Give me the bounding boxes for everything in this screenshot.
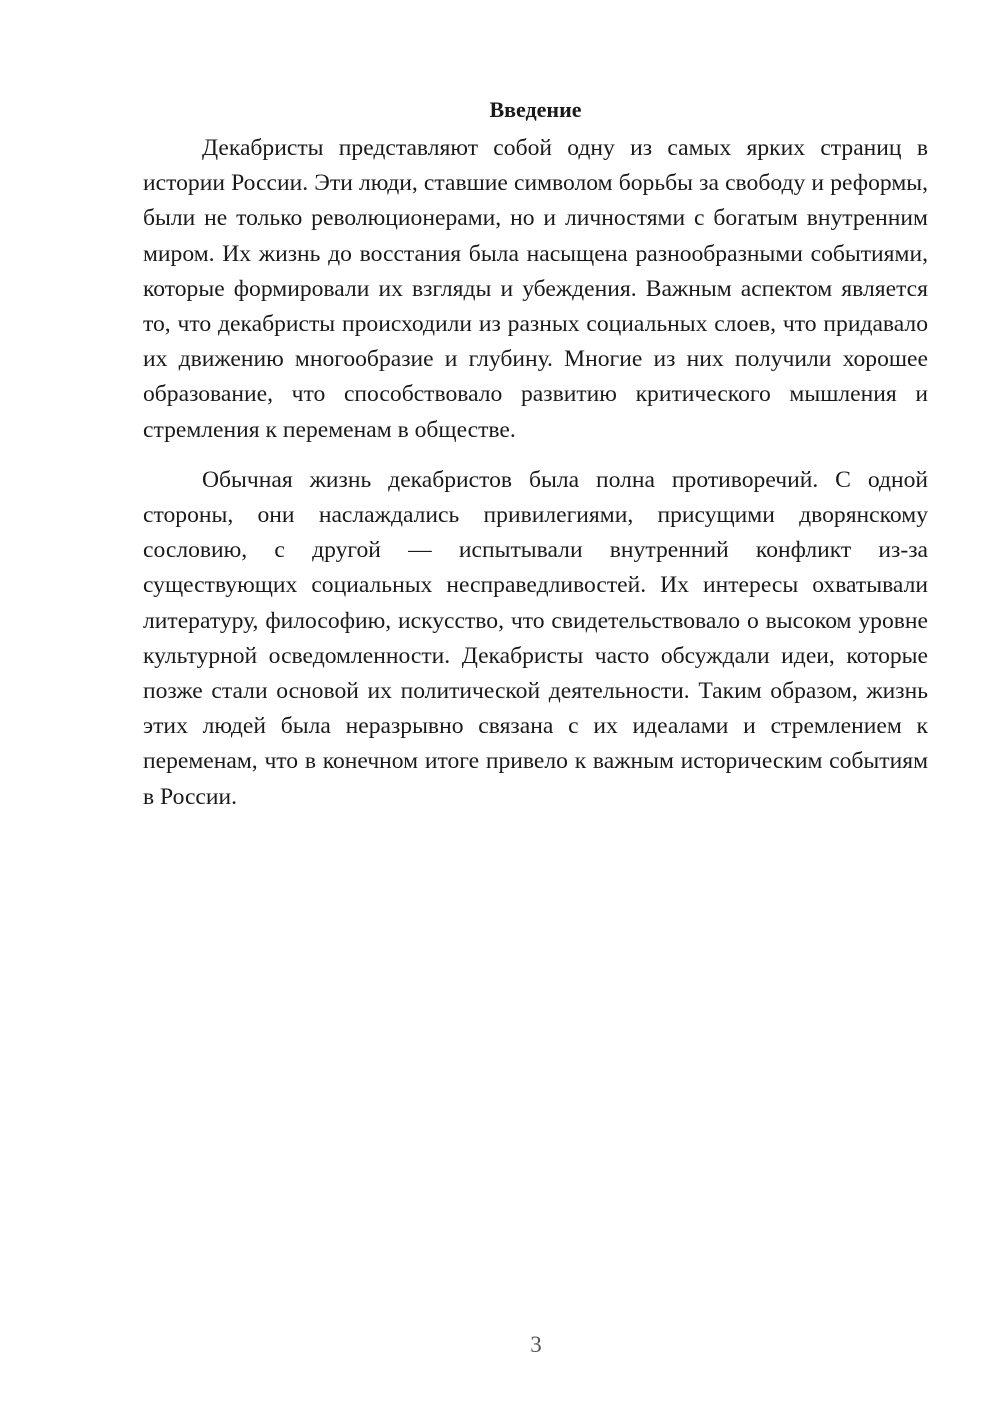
page-content bbox=[143, 90, 928, 815]
paragraph-1: Декабристы представляют собой одну из самых ярких страниц в истории России. Эти люди, ставшие символом борьбы за свободу и реформы, были не только революционерами, но и личностями с богатым внутренним миром. Их жизнь до восстания была насыщена разнообразными событиями, которые формировали их взгляды и убеждения. Важным аспектом является то, что декабристы происходили из разных социальных слоев, что придавало их движению многообразие и глубину. Многие из них получили хорошее образование, что способствовало развитию критического мышления и стремления к переменам в обществе. bbox=[143, 135, 928, 443]
page-number: 3 bbox=[530, 1332, 542, 1357]
section-heading: Введение bbox=[489, 97, 582, 122]
paragraph-2: Обычная жизнь декабристов была полна противоречий. С одной стороны, они наслаждались привилегиями, присущими дворянскому сословию, с другой — испытывали внутренний конфликт из-за существующих социальных несправедливостей. Их интересы охватывали литературу, философию, искусство, что свидетельствовало о высоком уровне культурной осведомленности. Декабристы часто обсуждали идеи, которые позже стали основой их политической деятельности. Таким образом, жизнь этих людей была неразрывно связана с их идеалами и стремлением к переменам, что в конечном итоге привело к важным историческим событиям в России. bbox=[143, 466, 928, 810]
